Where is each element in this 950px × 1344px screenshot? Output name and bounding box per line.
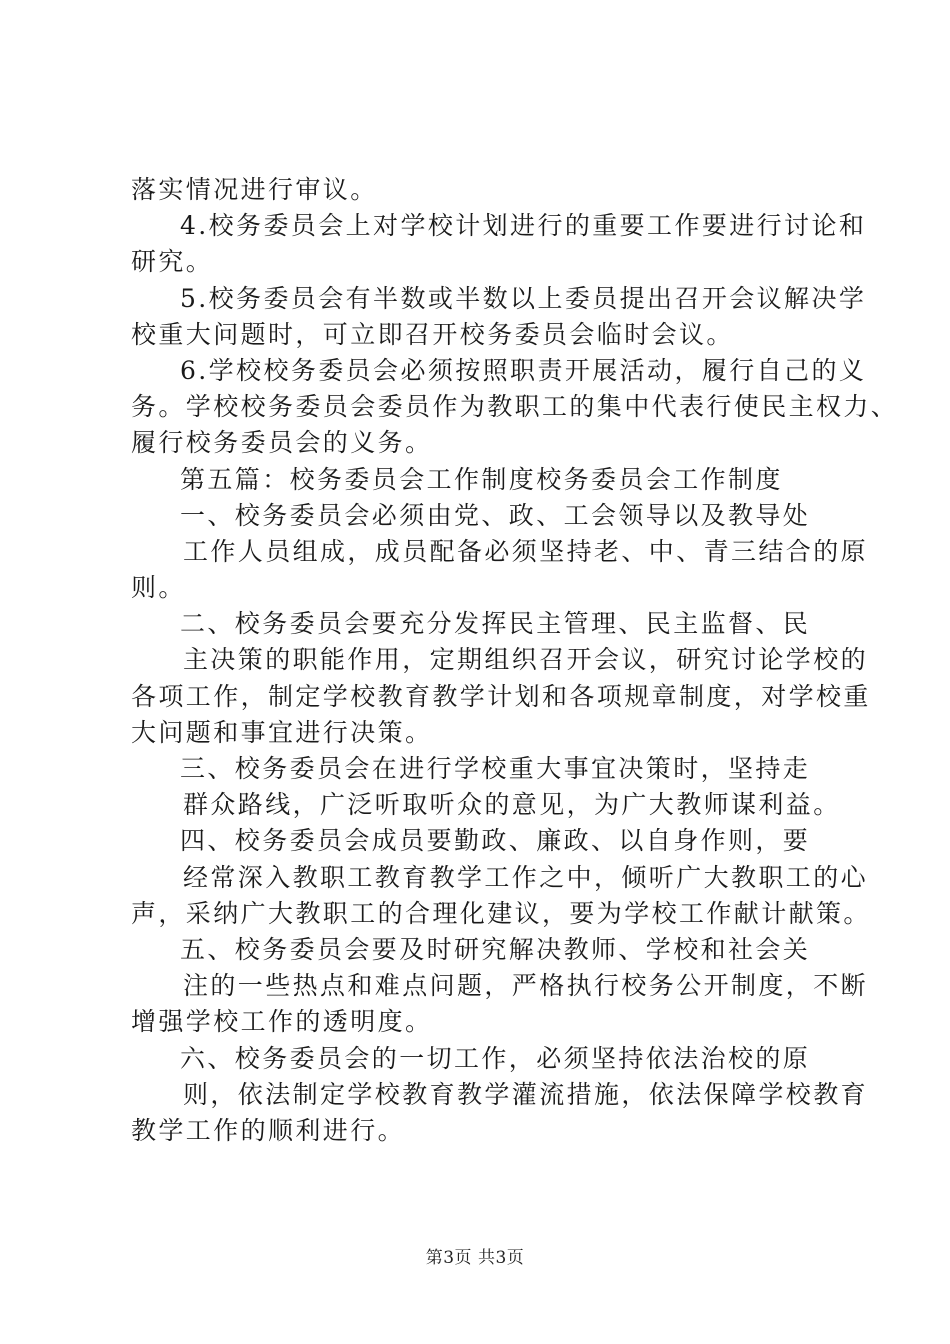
- text-line: 5.校务委员会有半数或半数以上委员提出召开会议解决学: [180, 283, 867, 313]
- text-line: 增强学校工作的透明度。: [131, 1007, 433, 1037]
- text-line: 工作人员组成，成员配备必须坚持老、中、青三结合的原: [183, 536, 869, 566]
- text-line: 则。: [131, 573, 186, 603]
- text-line: 主决策的职能作用，定期组织召开会议，研究讨论学校的: [183, 645, 869, 675]
- document-body: [131, 172, 899, 1149]
- text-line: 务。学校校务委员会委员作为教职工的集中代表行使民主权力、: [131, 392, 899, 422]
- text-line: 第五篇：校务委员会工作制度校务委员会工作制度: [180, 464, 783, 494]
- text-line: 四、校务委员会成员要勤政、廉政、以自身作则，要: [180, 826, 811, 856]
- text-line: 则，依法制定学校教育教学灌流措施，依法保障学校教育: [183, 1079, 869, 1109]
- text-line: 研究。: [131, 247, 214, 277]
- text-line: 履行校务委员会的义务。: [131, 428, 433, 458]
- text-line: 经常深入教职工教育教学工作之中，倾听广大教职工的心: [183, 862, 869, 892]
- text-line: 声，采纳广大教职工的合理化建议，要为学校工作献计献策。: [131, 898, 871, 928]
- text-line: 注的一些热点和难点问题，严格执行校务公开制度，不断: [183, 971, 869, 1001]
- text-line: 六、校务委员会的一切工作，必须坚持依法治校的原: [180, 1043, 811, 1073]
- text-line: 4.校务委员会上对学校计划进行的重要工作要进行讨论和: [180, 211, 867, 241]
- text-line: 大问题和事宜进行决策。: [131, 717, 433, 747]
- text-line: 一、校务委员会必须由党、政、工会领导以及教导处: [180, 500, 811, 530]
- text-line: 各项工作，制定学校教育教学计划和各项规章制度，对学校重: [131, 681, 871, 711]
- text-line: 二、校务委员会要充分发挥民主管理、民主监督、民: [180, 609, 811, 639]
- page-footer: 第3页 共3页: [425, 1248, 525, 1268]
- text-line: 五、校务委员会要及时研究解决教师、学校和社会关: [180, 934, 811, 964]
- text-line: 落实情况进行审议。: [131, 175, 378, 204]
- text-line: 三、校务委员会在进行学校重大事宜决策时，坚持走: [180, 754, 811, 783]
- text-line: 教学工作的顺利进行。: [131, 1115, 406, 1145]
- text-line: 校重大问题时，可立即召开校务委员会临时会议。: [131, 319, 734, 349]
- text-line: 群众路线，广泛听取听众的意见，为广大教师谋利益。: [183, 790, 841, 820]
- text-line: 6.学校校务委员会必须按照职责开展活动，履行自己的义: [180, 355, 867, 385]
